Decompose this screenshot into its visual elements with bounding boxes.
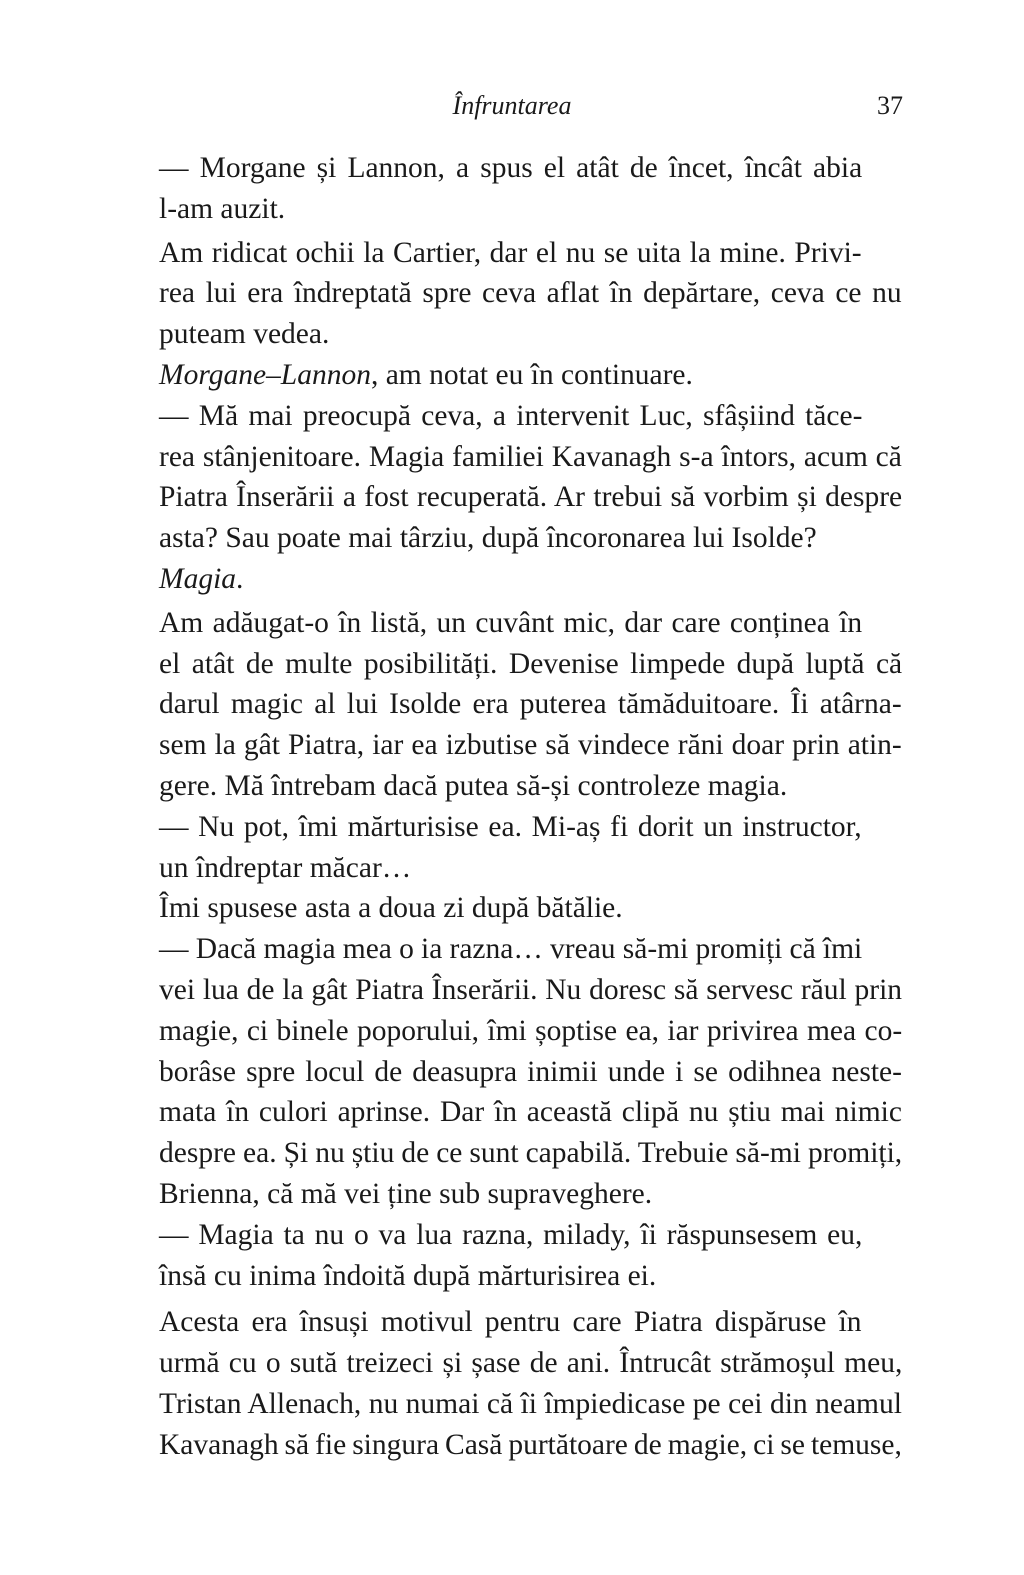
text-line: Acesta era însuși motivul pentru care Piatra dispăruse în — [159, 1306, 862, 1339]
text-line: — Mă mai preocupă ceva, a intervenit Luc, sfâșiind tăce- — [159, 399, 863, 432]
italic-note: Morgane–Lannon — [159, 358, 371, 391]
text-line: magie, ci binele poporului, îmi șoptise ea, iar privirea mea co- — [159, 1014, 903, 1047]
text-line: — Magia ta nu o va lua razna, milady, îi răspunsesem eu, — [159, 1218, 863, 1251]
text-body — [119, 148, 902, 1466]
text-line: mata în culori aprinse. Dar în această clipă nu știu mai nimic — [159, 1096, 902, 1129]
paragraph-2 — [119, 233, 902, 355]
text-line: Kavanagh să fie singura Casă purtătoare de magie, ci se temuse, — [159, 1428, 902, 1461]
paragraph-11 — [119, 1302, 902, 1465]
text-line: sem la gât Piatra, iar ea izbutise să vindece răni doar prin atin- — [159, 729, 902, 762]
text-line: un îndreptar măcar… — [159, 851, 412, 884]
text-line: Am ridicat ochii la Cartier, dar el nu se uita la mine. Privi- — [159, 236, 862, 269]
text-line: Îmi spusese asta a doua zi după bătălie. — [159, 892, 623, 925]
paragraph-5 — [119, 559, 902, 600]
paragraph-4 — [119, 396, 902, 559]
text-line: Am adăugat-o în listă, un cuvânt mic, dar care conținea în — [159, 606, 863, 639]
paragraph-6 — [119, 603, 902, 807]
paragraph-1 — [119, 148, 902, 230]
text-line: — Morgane și Lannon, a spus el atât de încet, încât abia — [159, 152, 863, 184]
text-line: gere. Mă întrebam dacă putea să-și controleze magia. — [159, 769, 788, 802]
text-line — [119, 355, 902, 396]
text-line: darul magic al lui Isolde era puterea tămăduitoare. Îi atârna- — [159, 688, 902, 721]
text-line: — Nu pot, îmi mărturisise ea. Mi-aș fi dorit un instructor, — [159, 810, 862, 843]
text-line: despre ea. Și nu știu de ce sunt capabilă. Trebuie să-mi promiți, — [159, 1137, 903, 1170]
text-fragment: . — [236, 562, 244, 595]
text-line: Brienna, că mă vei ține sub supraveghere. — [159, 1177, 653, 1210]
text-line: asta? Sau poate mai târziu, după încoronarea lui Isolde? — [159, 522, 817, 555]
text-line: borâse spre locul de deasupra inimii unde i se odihnea neste- — [159, 1055, 902, 1088]
text-line: rea lui era îndreptată spre ceva aflat în depărtare, ceva ce nu — [159, 277, 902, 310]
paragraph-10 — [119, 1215, 902, 1297]
text-line: vei lua de la gât Piatra Înserării. Nu doresc să servesc răul prin — [159, 973, 903, 1006]
text-line: urmă cu o sută treizeci și șase de ani. Întrucât strămoșul meu, — [159, 1347, 903, 1380]
paragraph-9 — [119, 929, 902, 1215]
text-line: el atât de multe posibilități. Devenise limpede după luptă că — [159, 647, 903, 680]
text-line — [119, 559, 902, 600]
paragraph-8 — [119, 888, 902, 929]
text-line: Tristan Allenach, nu numai că îi împiedicase pe cei din neamul — [159, 1387, 902, 1420]
text-line: — Dacă magia mea o ia razna… vreau să-mi promiți că îmi — [159, 933, 863, 966]
paragraph-3 — [119, 355, 902, 396]
text-line: puteam vedea. — [159, 318, 330, 351]
running-header-title: Înfruntarea — [452, 91, 572, 120]
paragraph-7 — [119, 807, 902, 889]
text-line: rea stânjenitoare. Magia familiei Kavanagh s-a întors, acum că — [159, 440, 902, 473]
text-fragment: , am notat eu în continuare. — [370, 358, 693, 391]
italic-note: Magia — [159, 562, 237, 595]
text-line: Piatra Înserării a fost recuperată. Ar trebui să vorbim și despre — [159, 481, 903, 514]
text-line: însă cu inima îndoită după mărturisirea ei. — [159, 1259, 657, 1292]
text-line: l-am auzit. — [159, 192, 286, 225]
page-number: 37 — [877, 91, 903, 120]
